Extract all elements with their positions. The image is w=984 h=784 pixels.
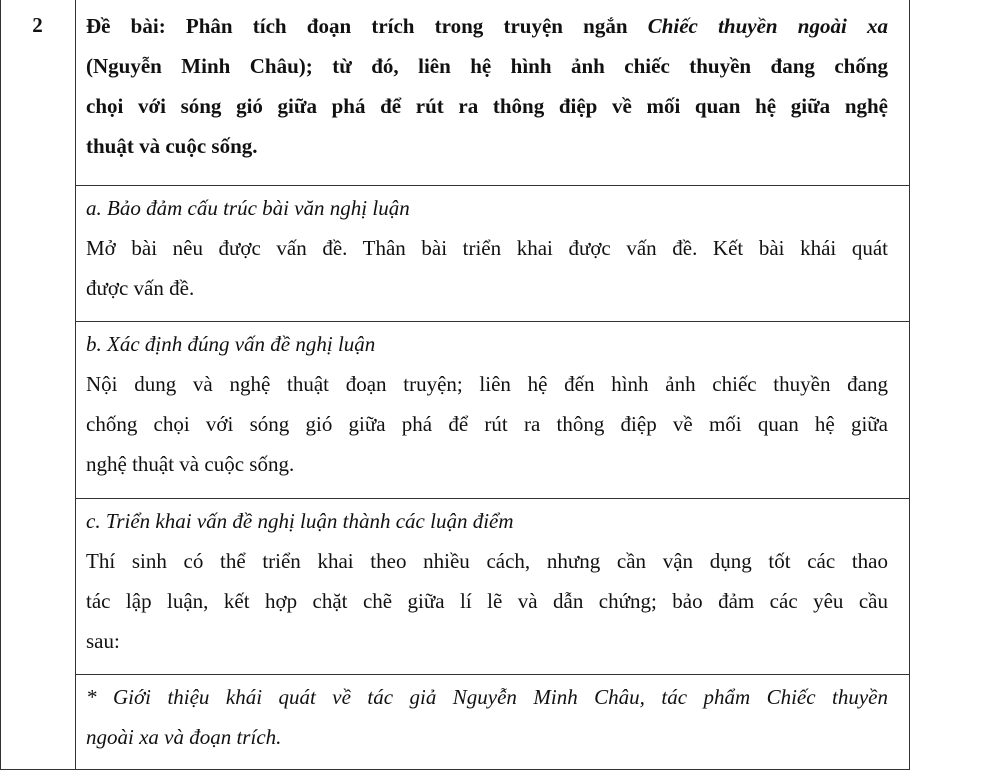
- row-number: 2: [32, 13, 43, 37]
- section-c-cell: [86, 501, 888, 661]
- question-line: [86, 6, 888, 46]
- section-a-cell: [86, 188, 888, 308]
- question-line: thuật và cuộc sống.: [86, 134, 258, 158]
- section-b-text: chống chọi với sóng gió giữa phá để rút ra thông điệp về mối quan hệ giữa: [86, 412, 888, 436]
- table-column-divider: [75, 0, 76, 770]
- row-divider: [75, 498, 910, 499]
- section-c-text: Thí sinh có thể triển khai theo nhiều cách, nhưng cần vận dụng tốt các thao: [86, 549, 888, 573]
- section-b-cell: [86, 324, 888, 484]
- section-a-text: Mở bài nêu được vấn đề. Thân bài triển khai được vấn đề. Kết bài khái quát: [86, 236, 888, 260]
- row-divider: [75, 321, 910, 322]
- section-a-heading: a. Bảo đảm cấu trúc bài văn nghị luận: [86, 196, 410, 220]
- table-border-bottom: [0, 769, 910, 770]
- question-line: chọi với sóng gió giữa phá để rút ra thông điệp về mối quan hệ giữa nghệ: [86, 94, 888, 118]
- question-line: (Nguyễn Minh Châu); từ đó, liên hệ hình ảnh chiếc thuyền đang chống: [86, 54, 888, 78]
- work-title: Chiếc thuyền ngoài xa: [647, 14, 888, 38]
- section-b-text: nghệ thuật và cuộc sống.: [86, 452, 295, 476]
- section-a-text: được vấn đề.: [86, 276, 195, 300]
- section-c-text: tác lập luận, kết hợp chặt chẽ giữa lí lẽ và dẫn chứng; bảo đảm các yêu cầu: [86, 589, 888, 613]
- section-d-cell: [86, 677, 888, 757]
- section-c-heading: c. Triển khai vấn đề nghị luận thành các luận điểm: [86, 509, 514, 533]
- section-b-heading: b. Xác định đúng vấn đề nghị luận: [86, 332, 376, 356]
- row-divider: [75, 674, 910, 675]
- section-d-text: ngoài xa và đoạn trích.: [86, 725, 282, 749]
- question-cell: [86, 6, 888, 166]
- question-prefix: Đề bài: Phân tích đoạn trích trong truyện ngắn: [86, 14, 648, 38]
- row-divider: [75, 185, 910, 186]
- table-border-right: [909, 0, 910, 770]
- section-d-text: * Giới thiệu khái quát về tác giả Nguyễn Minh Châu, tác phẩm Chiếc thuyền: [86, 685, 888, 709]
- section-b-text: Nội dung và nghệ thuật đoạn truyện; liên hệ đến hình ảnh chiếc thuyền đang: [86, 372, 888, 396]
- table-border-left: [0, 0, 1, 770]
- section-c-text: sau:: [86, 629, 120, 653]
